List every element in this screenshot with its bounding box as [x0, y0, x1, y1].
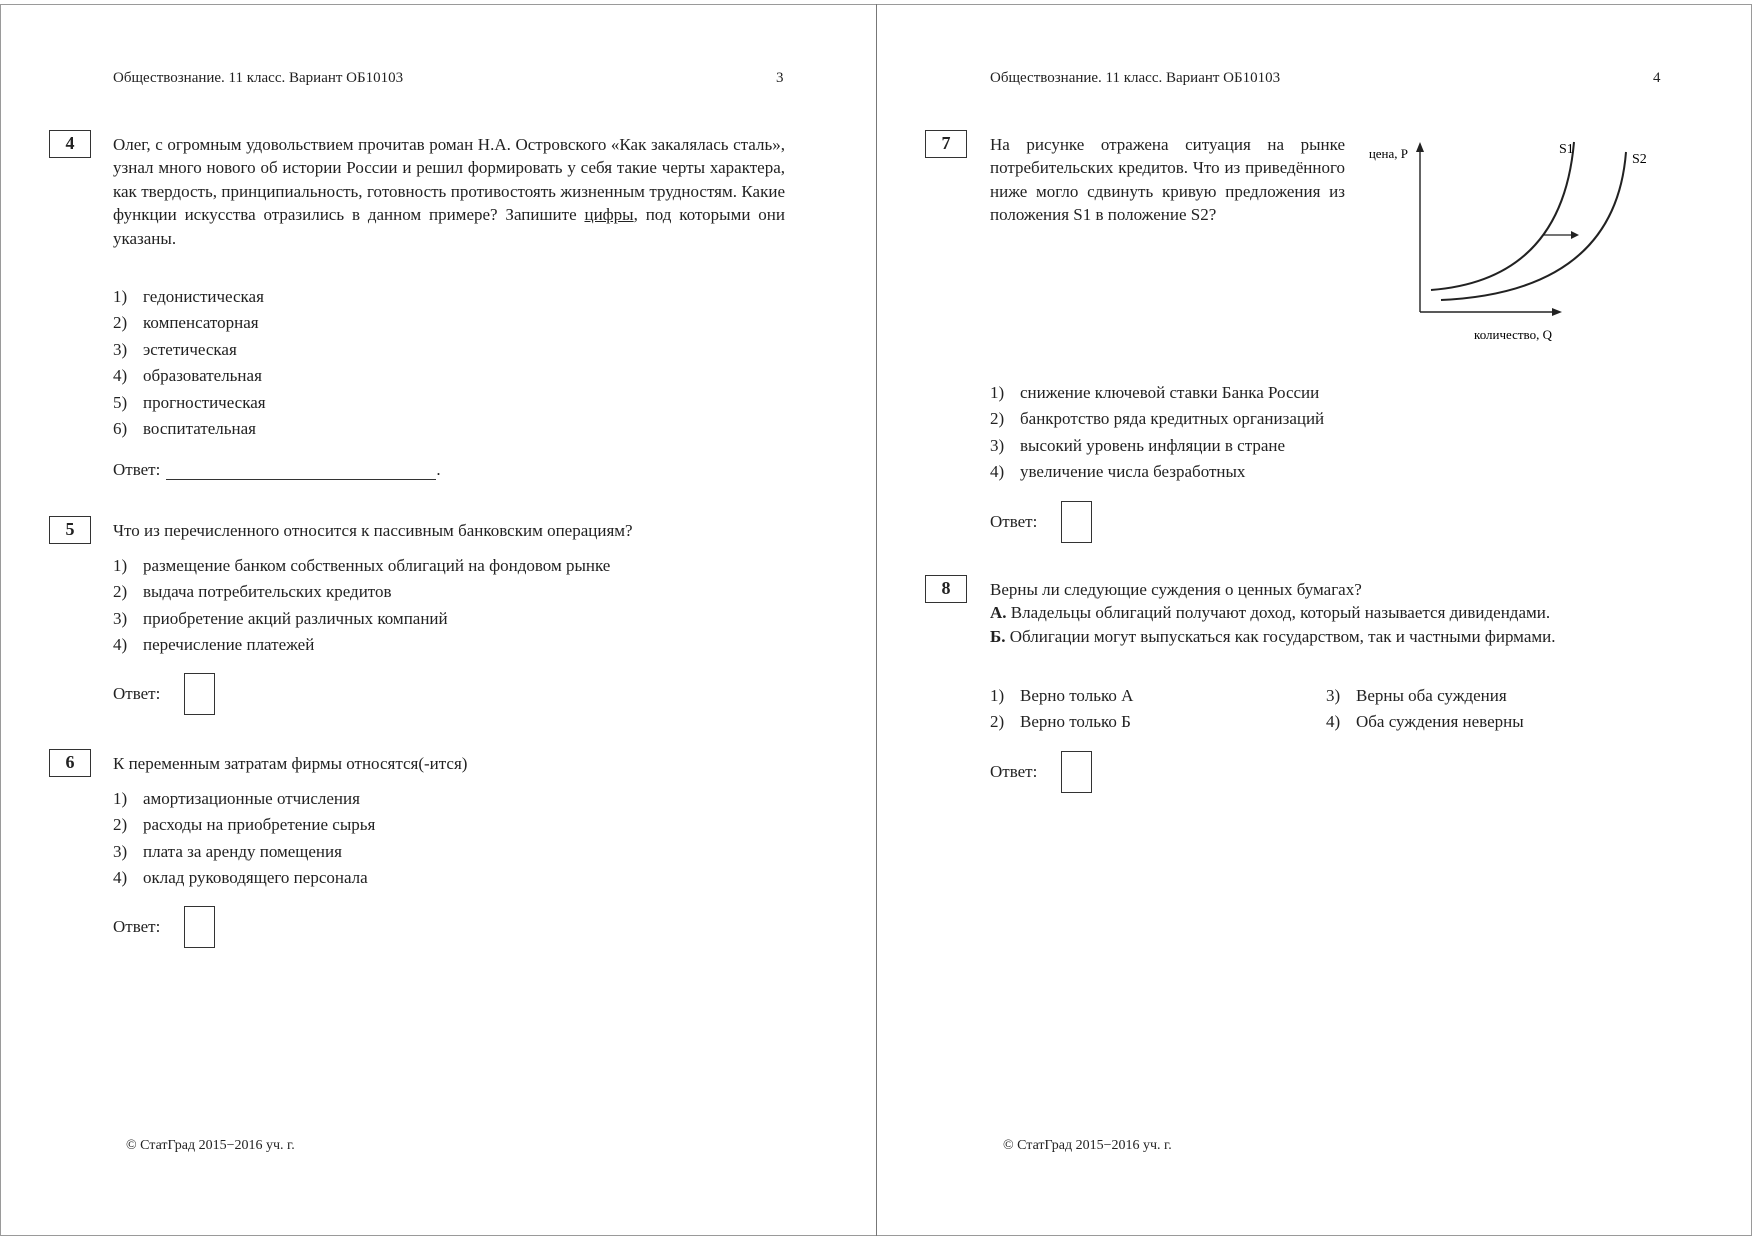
curve-s2: [1441, 152, 1626, 300]
question-6-options: [113, 786, 375, 892]
option-number: 4): [113, 868, 128, 888]
answer-row: [990, 501, 1092, 543]
question-8-options-col1: [990, 683, 1133, 736]
option-number: 3): [1326, 686, 1341, 705]
option-text: плата за аренду помещения: [143, 841, 342, 861]
option-item: [990, 380, 1324, 406]
option-number: 1): [113, 556, 128, 575]
answer-line-field[interactable]: [166, 461, 436, 480]
question-number-box: 8: [925, 575, 967, 603]
option-text: эстетическая: [143, 339, 237, 359]
question-text: К переменным затратам фирмы относятся(-ится): [113, 754, 468, 773]
answer-label: Ответ:: [113, 917, 161, 936]
supply-shift-chart: [1357, 130, 1647, 348]
option-text: Верно только Б: [1020, 712, 1131, 732]
question-7-options: [990, 380, 1324, 486]
question-8-text: [990, 578, 1662, 648]
option-item: [113, 310, 266, 336]
option-text: Оба суждения неверны: [1356, 712, 1524, 732]
answer-box[interactable]: [184, 906, 215, 948]
option-number: 3): [113, 841, 128, 861]
option-item: [990, 459, 1324, 485]
option-number: 2): [113, 313, 128, 333]
page-number: 3: [776, 70, 784, 86]
option-text: перечисление платежей: [143, 635, 315, 655]
option-item: [113, 416, 266, 442]
option-number: 2): [990, 712, 1005, 732]
option-number: 2): [113, 582, 128, 602]
answer-label: Ответ:: [990, 762, 1038, 781]
series-label-s1: S1: [1559, 142, 1574, 157]
x-axis-arrowhead: [1552, 308, 1562, 316]
option-text: компенсаторная: [143, 313, 259, 333]
option-number: 2): [113, 815, 128, 835]
option-number: 4): [113, 635, 128, 655]
question-text: На рисунке отражена ситуация на рынке потребительских кредитов. Что из приведённого ниже могло сдвинуть кривую предложения из положения S1 в положение S2?: [990, 135, 1345, 225]
option-text: прогностическая: [143, 392, 266, 412]
option-text: высокий уровень инфляции в стране: [1020, 435, 1286, 455]
option-item: [113, 632, 610, 658]
series-label-s2: S2: [1632, 152, 1647, 167]
option-text: увеличение числа безработных: [1020, 462, 1246, 482]
shift-arrowhead: [1571, 231, 1579, 239]
option-number: 1): [113, 287, 128, 306]
option-item: [113, 363, 266, 389]
question-text: , под которыми они указаны.: [113, 205, 785, 248]
statement-b: [990, 625, 1662, 648]
page-header: Обществознание. 11 класс. Вариант ОБ10103: [113, 70, 404, 86]
question-4-text: [113, 133, 785, 250]
option-item: [113, 839, 375, 865]
answer-label: Ответ:: [113, 684, 161, 703]
page-header: Обществознание. 11 класс. Вариант ОБ10103: [990, 70, 1281, 86]
option-number: 1): [990, 686, 1005, 705]
question-number-box: 7: [925, 130, 967, 158]
option-number: 4): [113, 366, 128, 386]
statement-a-label: А.: [990, 603, 1007, 623]
page-4: [877, 0, 1753, 1239]
option-item: [990, 406, 1324, 432]
question-5-options: [113, 553, 610, 659]
answer-row: [113, 673, 215, 715]
option-item: [1326, 683, 1524, 709]
question-text-underlined: цифры: [584, 205, 634, 225]
answer-box[interactable]: [1061, 501, 1092, 543]
option-item: [113, 553, 610, 579]
statement-b-label: Б.: [990, 626, 1006, 646]
page-number: 4: [1653, 70, 1661, 86]
option-item: [113, 579, 610, 605]
answer-box[interactable]: [184, 673, 215, 715]
option-item: [1326, 709, 1524, 735]
option-text: размещение банком собственных облигаций на фондовом рынке: [143, 556, 611, 575]
option-text: воспитательная: [143, 418, 256, 438]
option-text: оклад руководящего персонала: [143, 868, 368, 888]
option-text: снижение ключевой ставки Банка России: [1020, 383, 1320, 402]
question-4-options: [113, 284, 266, 442]
question-8-options-col2: [1326, 683, 1524, 736]
answer-label: Ответ:: [113, 460, 161, 479]
answer-row: [113, 458, 441, 482]
option-item: [990, 683, 1133, 709]
option-item: [113, 812, 375, 838]
option-item: [990, 709, 1133, 735]
answer-row: [113, 906, 215, 948]
option-number: 5): [113, 392, 128, 412]
statement-b-text: Облигации могут выпускаться как государством, так и частными фирмами.: [1009, 626, 1556, 646]
question-number-box: 6: [49, 749, 91, 777]
statement-a: [990, 601, 1662, 624]
option-item: [113, 606, 610, 632]
question-text: Что из перечисленного относится к пассивным банковским операциям?: [113, 521, 633, 540]
option-text: амортизационные отчисления: [143, 789, 360, 808]
answer-row: [990, 751, 1092, 793]
option-text: приобретение акций различных компаний: [143, 608, 448, 628]
option-number: 6): [113, 418, 128, 438]
option-text: выдача потребительских кредитов: [143, 582, 392, 602]
x-axis-label: количество, Q: [1474, 327, 1552, 342]
answer-label: Ответ:: [990, 512, 1038, 531]
option-item: [113, 865, 375, 891]
question-number-box: 4: [49, 130, 91, 158]
statement-a-text: Владельцы облигаций получают доход, который называется дивидендами.: [1010, 603, 1551, 623]
page-footer: © СтатГрад 2015−2016 уч. г.: [1003, 1138, 1172, 1153]
page-3: [0, 0, 876, 1239]
option-text: гедонистическая: [143, 287, 264, 306]
option-text: банкротство ряда кредитных организаций: [1020, 409, 1325, 429]
y-axis-label: цена, P: [1368, 146, 1408, 161]
page-footer: © СтатГрад 2015−2016 уч. г.: [126, 1138, 295, 1153]
option-number: 3): [113, 339, 128, 359]
option-item: [113, 337, 266, 363]
option-item: [990, 433, 1324, 459]
question-text: Олег, с огромным удовольствием прочитав роман Н.А. Островского «Как закалялась сталь», узнал много нового об истории России и решил формировать у себя такие черты характера, как твердость, принципиальность, готовность противостоять жизненным трудностям. Какие функции искусства отразились в данном примере? Запишите: [113, 135, 785, 225]
option-text: расходы на приобретение сырья: [143, 815, 376, 835]
option-item: [113, 390, 266, 416]
y-axis-arrowhead: [1416, 142, 1424, 152]
option-text: образовательная: [143, 366, 262, 386]
curve-s1: [1431, 142, 1574, 290]
option-text: Верно только А: [1020, 686, 1134, 705]
option-number: 3): [990, 435, 1005, 455]
option-number: 2): [990, 409, 1005, 429]
option-number: 4): [990, 462, 1005, 482]
option-item: [113, 786, 375, 812]
option-number: 1): [990, 383, 1005, 402]
option-text: Верны оба суждения: [1356, 686, 1507, 705]
question-text: Верны ли следующие суждения о ценных бумагах?: [990, 580, 1362, 599]
answer-tail: .: [436, 460, 441, 479]
answer-box[interactable]: [1061, 751, 1092, 793]
option-number: 3): [113, 608, 128, 628]
option-number: 1): [113, 789, 128, 808]
question-number-box: 5: [49, 516, 91, 544]
option-item: [113, 284, 266, 310]
option-number: 4): [1326, 712, 1341, 732]
